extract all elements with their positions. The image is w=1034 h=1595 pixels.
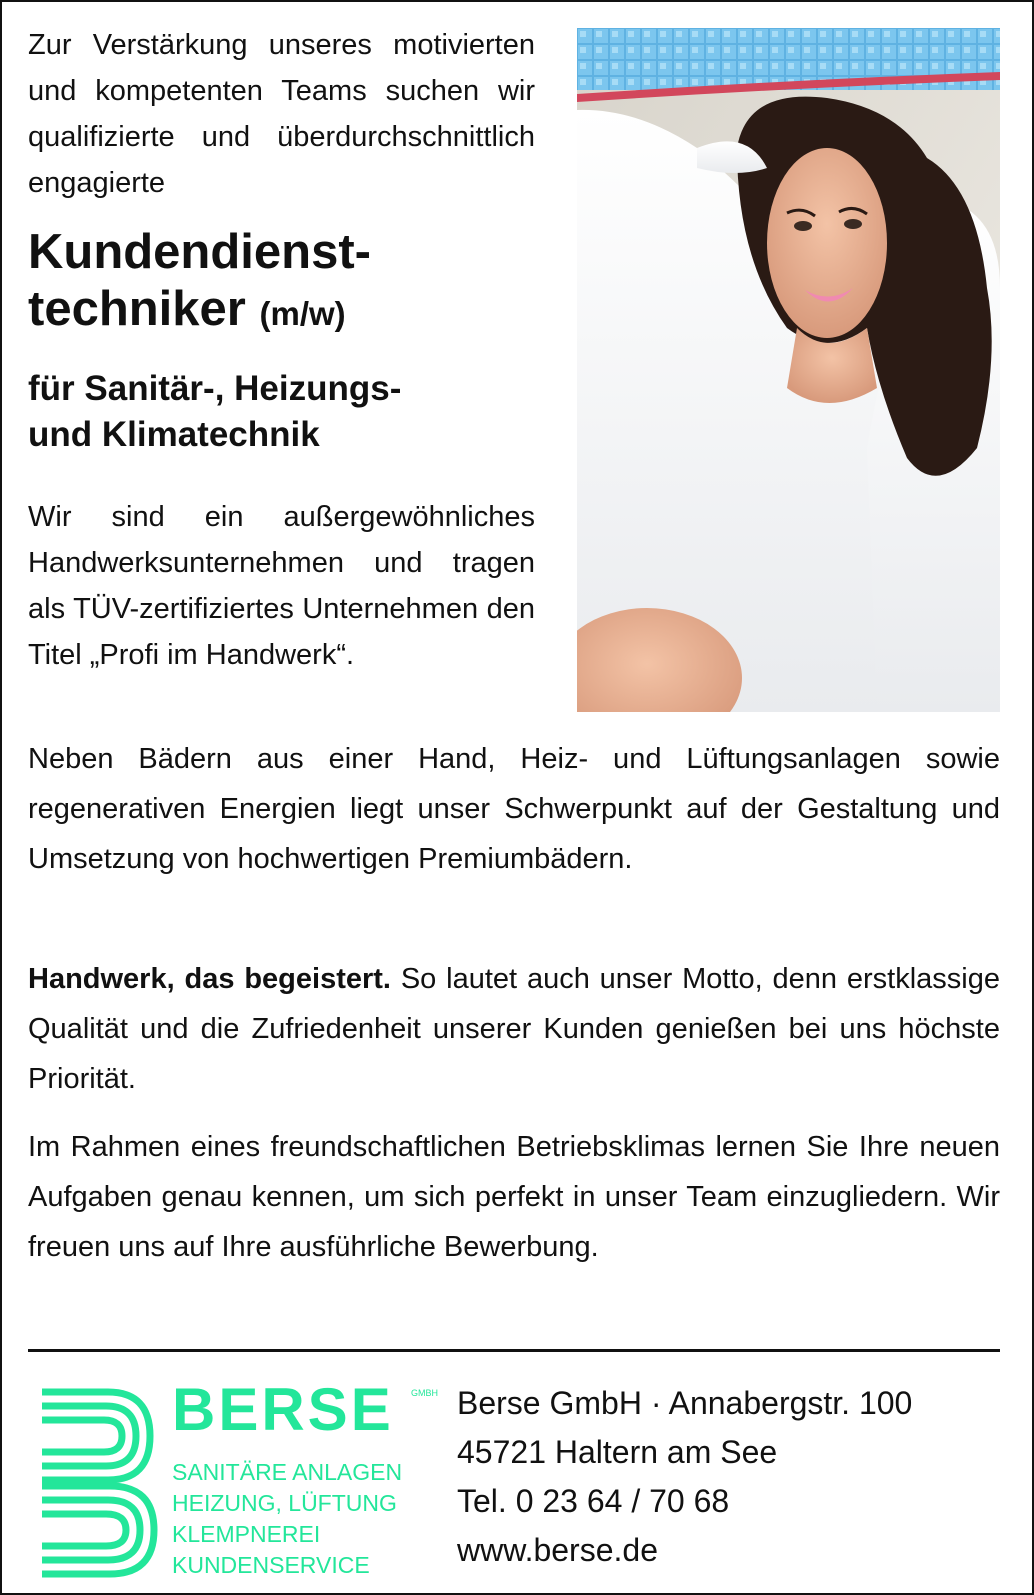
gender-suffix: (m/w) xyxy=(259,295,346,332)
job-title-line2-wrap xyxy=(28,281,538,342)
divider xyxy=(28,1349,1000,1352)
company-intro: Wir sind ein außergewöhnliches Handwerksunternehmen und tragen als TÜV-zertifiziertes Unternehmen den Titel „Profi im Handwerk“. xyxy=(28,501,535,671)
paragraph-focus: Neben Bädern aus einer Hand, Heiz- und Lüftungsanlagen sowie regenerativen Energien liegt unser Schwerpunkt auf der Gestaltung und Umsetzung von hochwertigen Premiumbädern. xyxy=(28,743,1000,875)
contact-address-line2: 45721 Haltern am See xyxy=(457,1434,778,1470)
intro-text: Zur Verstärkung unseres motivierten und kompetenten Teams suchen wir qualifizierte und überdurchschnittlich engagierte xyxy=(28,29,535,199)
job-title-line1: Kundendienst- xyxy=(28,225,371,279)
job-title xyxy=(28,224,538,342)
service-item: KLEMPNEREI xyxy=(172,1521,321,1547)
services-list xyxy=(172,1457,442,1581)
job-field xyxy=(28,366,538,458)
paragraph-motto xyxy=(28,954,1000,1104)
contact-website-link[interactable]: www.berse.de xyxy=(457,1532,658,1568)
job-title-line2: techniker xyxy=(28,282,246,336)
company-logo-name: BERSE xyxy=(172,1376,394,1443)
b-monogram-icon xyxy=(38,1388,158,1578)
motto-lead: Handwerk, das begeistert. xyxy=(28,963,391,995)
woman-bathrobe-photo xyxy=(577,28,1000,712)
company-logo-legal: GMBH xyxy=(411,1388,438,1398)
contact-address-line1: Berse GmbH · Annabergstr. 100 xyxy=(457,1385,913,1421)
service-item: HEIZUNG, LÜFTUNG xyxy=(172,1490,397,1516)
job-field-line1: für Sanitär-, Heizungs- xyxy=(28,369,402,408)
contact-block xyxy=(457,1379,1002,1575)
service-item: SANITÄRE ANLAGEN xyxy=(172,1459,403,1485)
contact-phone[interactable]: Tel. 0 23 64 / 70 68 xyxy=(457,1483,730,1519)
service-item: KUNDENSERVICE xyxy=(172,1552,370,1578)
motto-text: So lautet auch unser Motto, denn erstklassige Qualität und die Zufriedenheit unserer Kunden genießen bei uns höchste Priorität. xyxy=(28,963,1000,1095)
job-field-line2: und Klimatechnik xyxy=(28,415,320,454)
paragraph-closing: Im Rahmen eines freundschaftlichen Betriebsklimas lernen Sie Ihre neuen Aufgaben genau kennen, um sich perfekt in unser Team einzugliedern. Wir freuen uns auf Ihre ausführliche Bewerbung. xyxy=(28,1131,1000,1263)
